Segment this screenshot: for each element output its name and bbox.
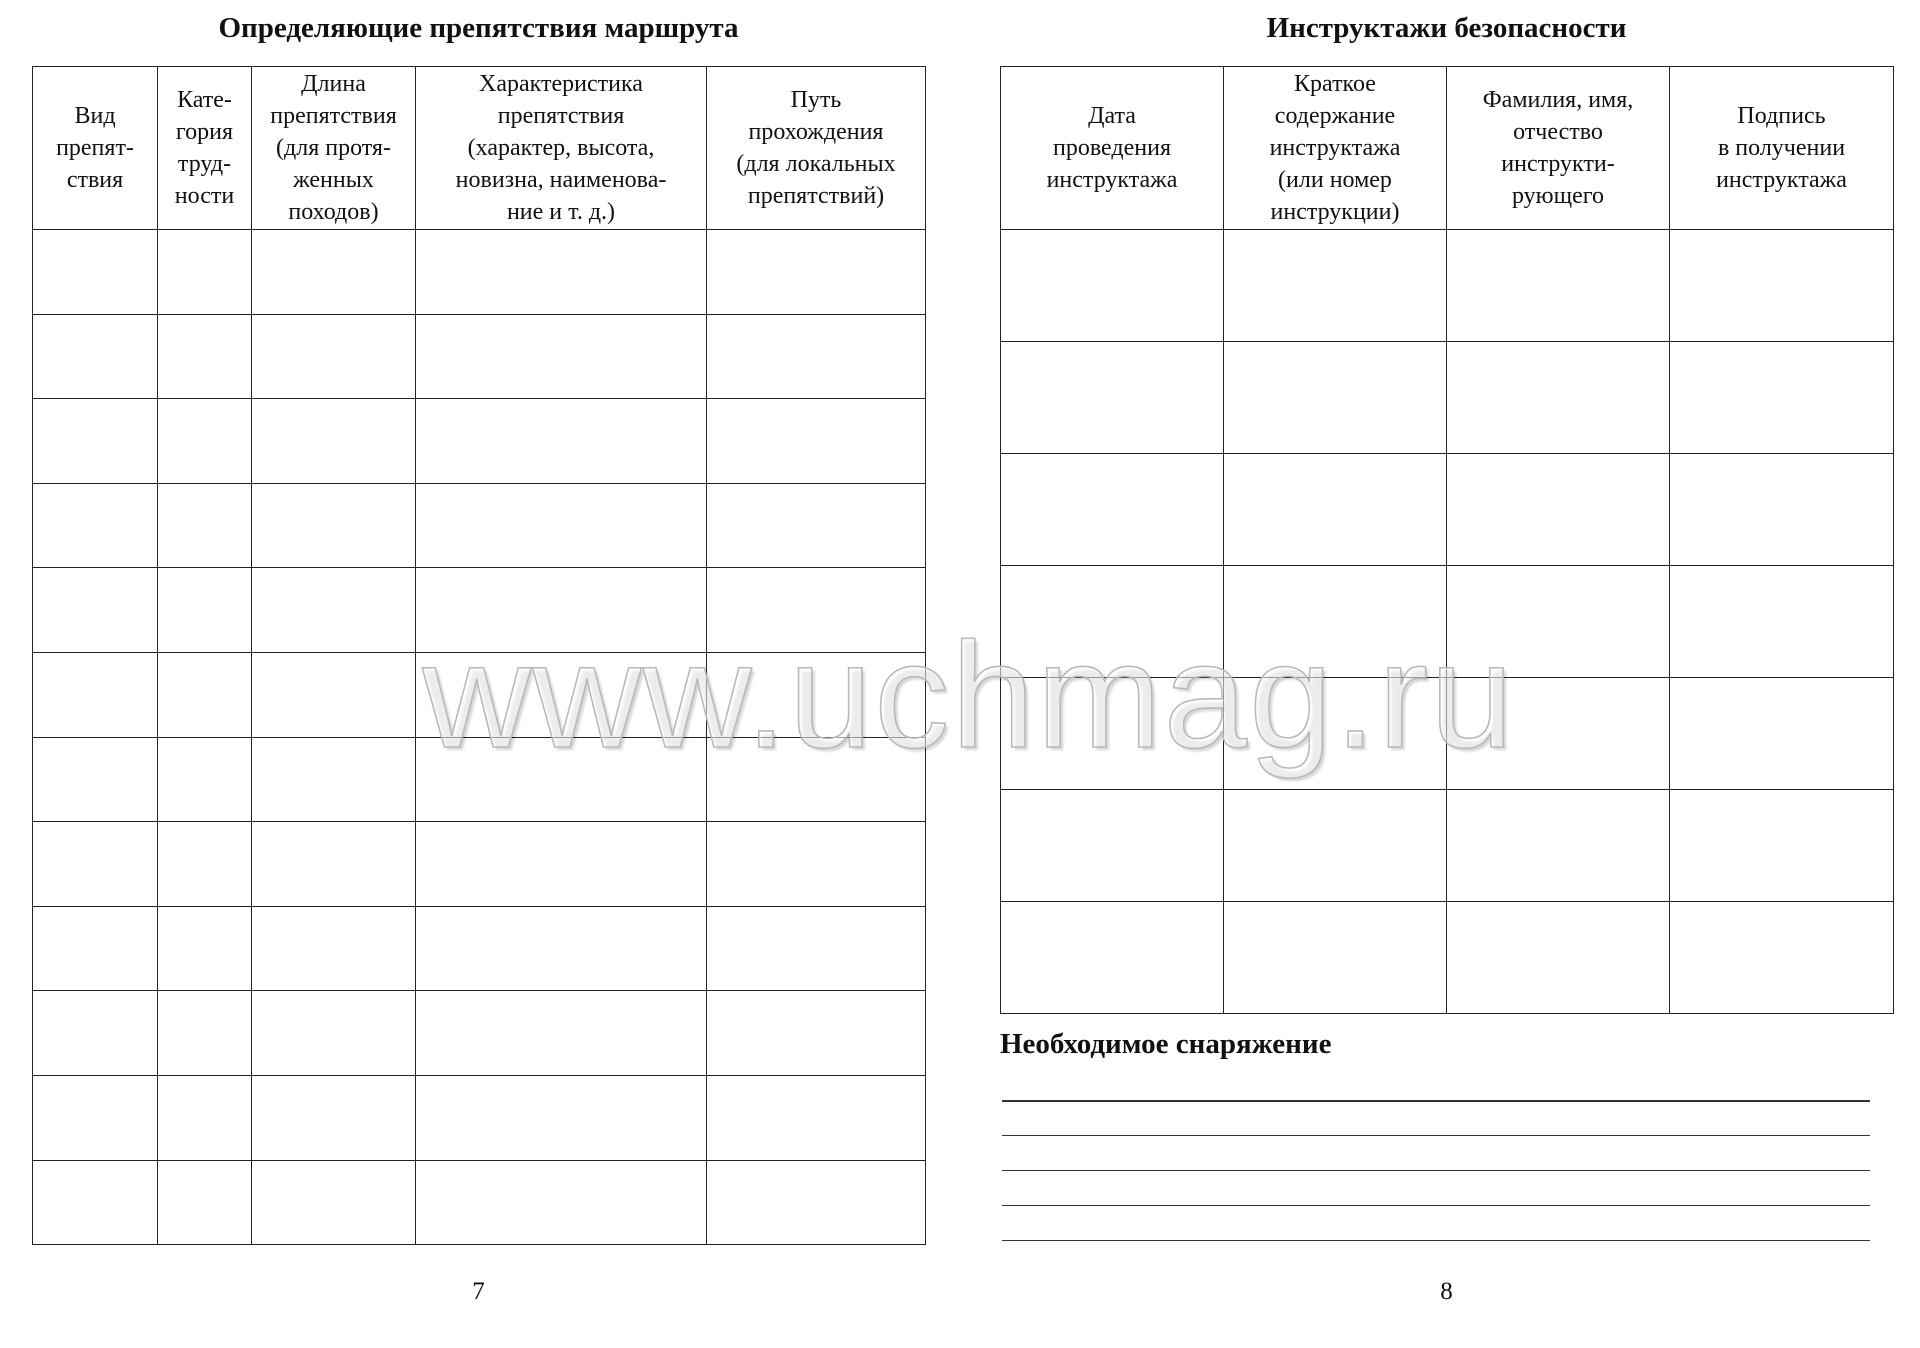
blank-cell[interactable] (707, 822, 926, 907)
blank-cell[interactable] (707, 314, 926, 399)
blank-cell[interactable] (33, 1160, 158, 1245)
equipment-heading: Необходимое снаряжение (1000, 1028, 1332, 1060)
blank-cell[interactable] (158, 230, 252, 315)
blank-cell[interactable] (158, 568, 252, 653)
blank-cell[interactable] (1447, 454, 1670, 566)
blank-cell[interactable] (158, 822, 252, 907)
blank-cell[interactable] (33, 906, 158, 991)
column-header-difficulty-category: Кате- гория труд- ности (158, 67, 252, 230)
blank-cell[interactable] (416, 652, 707, 737)
table-row (33, 652, 926, 737)
equipment-writing-line[interactable] (1002, 1135, 1870, 1136)
blank-cell[interactable] (416, 230, 707, 315)
blank-cell[interactable] (33, 737, 158, 822)
blank-cell[interactable] (252, 483, 416, 568)
blank-cell[interactable] (1224, 790, 1447, 902)
blank-cell[interactable] (252, 314, 416, 399)
blank-cell[interactable] (33, 399, 158, 484)
blank-cell[interactable] (416, 568, 707, 653)
blank-cell[interactable] (1670, 342, 1894, 454)
blank-cell[interactable] (416, 991, 707, 1076)
blank-cell[interactable] (1447, 342, 1670, 454)
table-row (1001, 902, 1894, 1014)
table-row (1001, 454, 1894, 566)
table-row (33, 991, 926, 1076)
blank-cell[interactable] (416, 399, 707, 484)
table-row (33, 483, 926, 568)
column-header-passage-route: Путь прохождения (для локальных препятствий) (707, 67, 926, 230)
blank-cell[interactable] (33, 1075, 158, 1160)
blank-cell[interactable] (158, 652, 252, 737)
blank-cell[interactable] (416, 737, 707, 822)
blank-cell[interactable] (252, 906, 416, 991)
blank-cell[interactable] (158, 906, 252, 991)
briefings-header-row (1001, 67, 1894, 230)
blank-cell[interactable] (252, 652, 416, 737)
blank-cell[interactable] (1447, 790, 1670, 902)
obstacles-header-row (33, 67, 926, 230)
blank-cell[interactable] (1001, 454, 1224, 566)
blank-cell[interactable] (33, 483, 158, 568)
obstacles-table (32, 66, 926, 1245)
table-row (1001, 342, 1894, 454)
blank-cell[interactable] (416, 1160, 707, 1245)
page-number-left: 7 (472, 1278, 485, 1305)
column-header-briefing-summary: Краткое содержание инструктажа (или номер инструкции) (1224, 67, 1447, 230)
blank-cell[interactable] (707, 1160, 926, 1245)
blank-cell[interactable] (158, 399, 252, 484)
column-header-obstacle-length: Длина препятствия (для протя- женных походов) (252, 67, 416, 230)
blank-cell[interactable] (1670, 678, 1894, 790)
blank-cell[interactable] (1224, 342, 1447, 454)
equipment-writing-line[interactable] (1002, 1240, 1870, 1241)
table-row (1001, 230, 1894, 342)
blank-cell[interactable] (416, 822, 707, 907)
blank-cell[interactable] (1447, 566, 1670, 678)
blank-cell[interactable] (33, 822, 158, 907)
blank-cell[interactable] (1670, 230, 1894, 342)
blank-cell[interactable] (252, 568, 416, 653)
blank-cell[interactable] (1670, 790, 1894, 902)
table-row (33, 822, 926, 907)
blank-cell[interactable] (33, 568, 158, 653)
blank-cell[interactable] (707, 906, 926, 991)
column-header-instructor-name: Фамилия, имя, отчество инструкти- рующего (1447, 67, 1670, 230)
blank-cell[interactable] (416, 1075, 707, 1160)
blank-cell[interactable] (1001, 790, 1224, 902)
blank-cell[interactable] (1224, 454, 1447, 566)
equipment-writing-line[interactable] (1002, 1170, 1870, 1171)
table-row (1001, 566, 1894, 678)
blank-cell[interactable] (1670, 566, 1894, 678)
blank-cell[interactable] (707, 399, 926, 484)
blank-cell[interactable] (33, 652, 158, 737)
blank-cell[interactable] (1224, 230, 1447, 342)
equipment-writing-line[interactable] (1002, 1205, 1870, 1206)
blank-cell[interactable] (1447, 678, 1670, 790)
table-row (33, 906, 926, 991)
table-row (1001, 678, 1894, 790)
blank-cell[interactable] (1224, 678, 1447, 790)
blank-cell[interactable] (33, 314, 158, 399)
blank-cell[interactable] (252, 1160, 416, 1245)
table-row (33, 399, 926, 484)
blank-cell[interactable] (33, 230, 158, 315)
blank-cell[interactable] (707, 483, 926, 568)
safety-briefings-table (1000, 66, 1894, 1014)
column-header-briefing-date: Дата проведения инструктажа (1001, 67, 1224, 230)
obstacles-heading: Определяющие препятствия маршрута (218, 12, 739, 44)
blank-cell[interactable] (33, 991, 158, 1076)
blank-cell[interactable] (1670, 454, 1894, 566)
blank-cell[interactable] (1447, 230, 1670, 342)
blank-cell[interactable] (158, 991, 252, 1076)
table-row (33, 1160, 926, 1245)
briefings-heading: Инструктажи безопасности (1266, 12, 1627, 44)
obstacles-table-body (33, 230, 926, 1245)
column-header-signature: Подпись в получении инструктажа (1670, 67, 1894, 230)
blank-cell[interactable] (158, 737, 252, 822)
blank-cell[interactable] (707, 737, 926, 822)
table-row (33, 230, 926, 315)
blank-cell[interactable] (252, 1075, 416, 1160)
blank-cell[interactable] (1001, 902, 1224, 1014)
blank-cell[interactable] (158, 314, 252, 399)
column-header-obstacle-type: Вид препят- ствия (33, 67, 158, 230)
blank-cell[interactable] (1224, 566, 1447, 678)
blank-cell[interactable] (1670, 902, 1894, 1014)
blank-cell[interactable] (252, 822, 416, 907)
blank-cell[interactable] (252, 399, 416, 484)
blank-cell[interactable] (1001, 566, 1224, 678)
blank-cell[interactable] (416, 483, 707, 568)
blank-cell[interactable] (158, 1075, 252, 1160)
blank-cell[interactable] (707, 1075, 926, 1160)
blank-cell[interactable] (707, 652, 926, 737)
blank-cell[interactable] (252, 230, 416, 315)
blank-cell[interactable] (707, 568, 926, 653)
table-row (33, 1075, 926, 1160)
blank-cell[interactable] (158, 483, 252, 568)
blank-cell[interactable] (252, 737, 416, 822)
table-row (33, 737, 926, 822)
watermark: www.uchmag.ru (422, 611, 1516, 779)
blank-cell[interactable] (158, 1160, 252, 1245)
table-row (33, 314, 926, 399)
blank-cell[interactable] (707, 230, 926, 315)
blank-cell[interactable] (1001, 678, 1224, 790)
blank-cell[interactable] (1001, 342, 1224, 454)
blank-cell[interactable] (416, 906, 707, 991)
column-header-obstacle-characteristics: Характеристика препятствия (характер, высота, новизна, наименова- ние и т. д.) (416, 67, 707, 230)
page-number-right: 8 (1440, 1278, 1453, 1305)
briefings-table-body (1001, 230, 1894, 1014)
blank-cell[interactable] (707, 991, 926, 1076)
table-row (1001, 790, 1894, 902)
blank-cell[interactable] (416, 314, 707, 399)
blank-cell[interactable] (1001, 230, 1224, 342)
equipment-writing-line[interactable] (1002, 1100, 1870, 1102)
table-row (33, 568, 926, 653)
blank-cell[interactable] (1447, 902, 1670, 1014)
blank-cell[interactable] (1224, 902, 1447, 1014)
blank-cell[interactable] (252, 991, 416, 1076)
